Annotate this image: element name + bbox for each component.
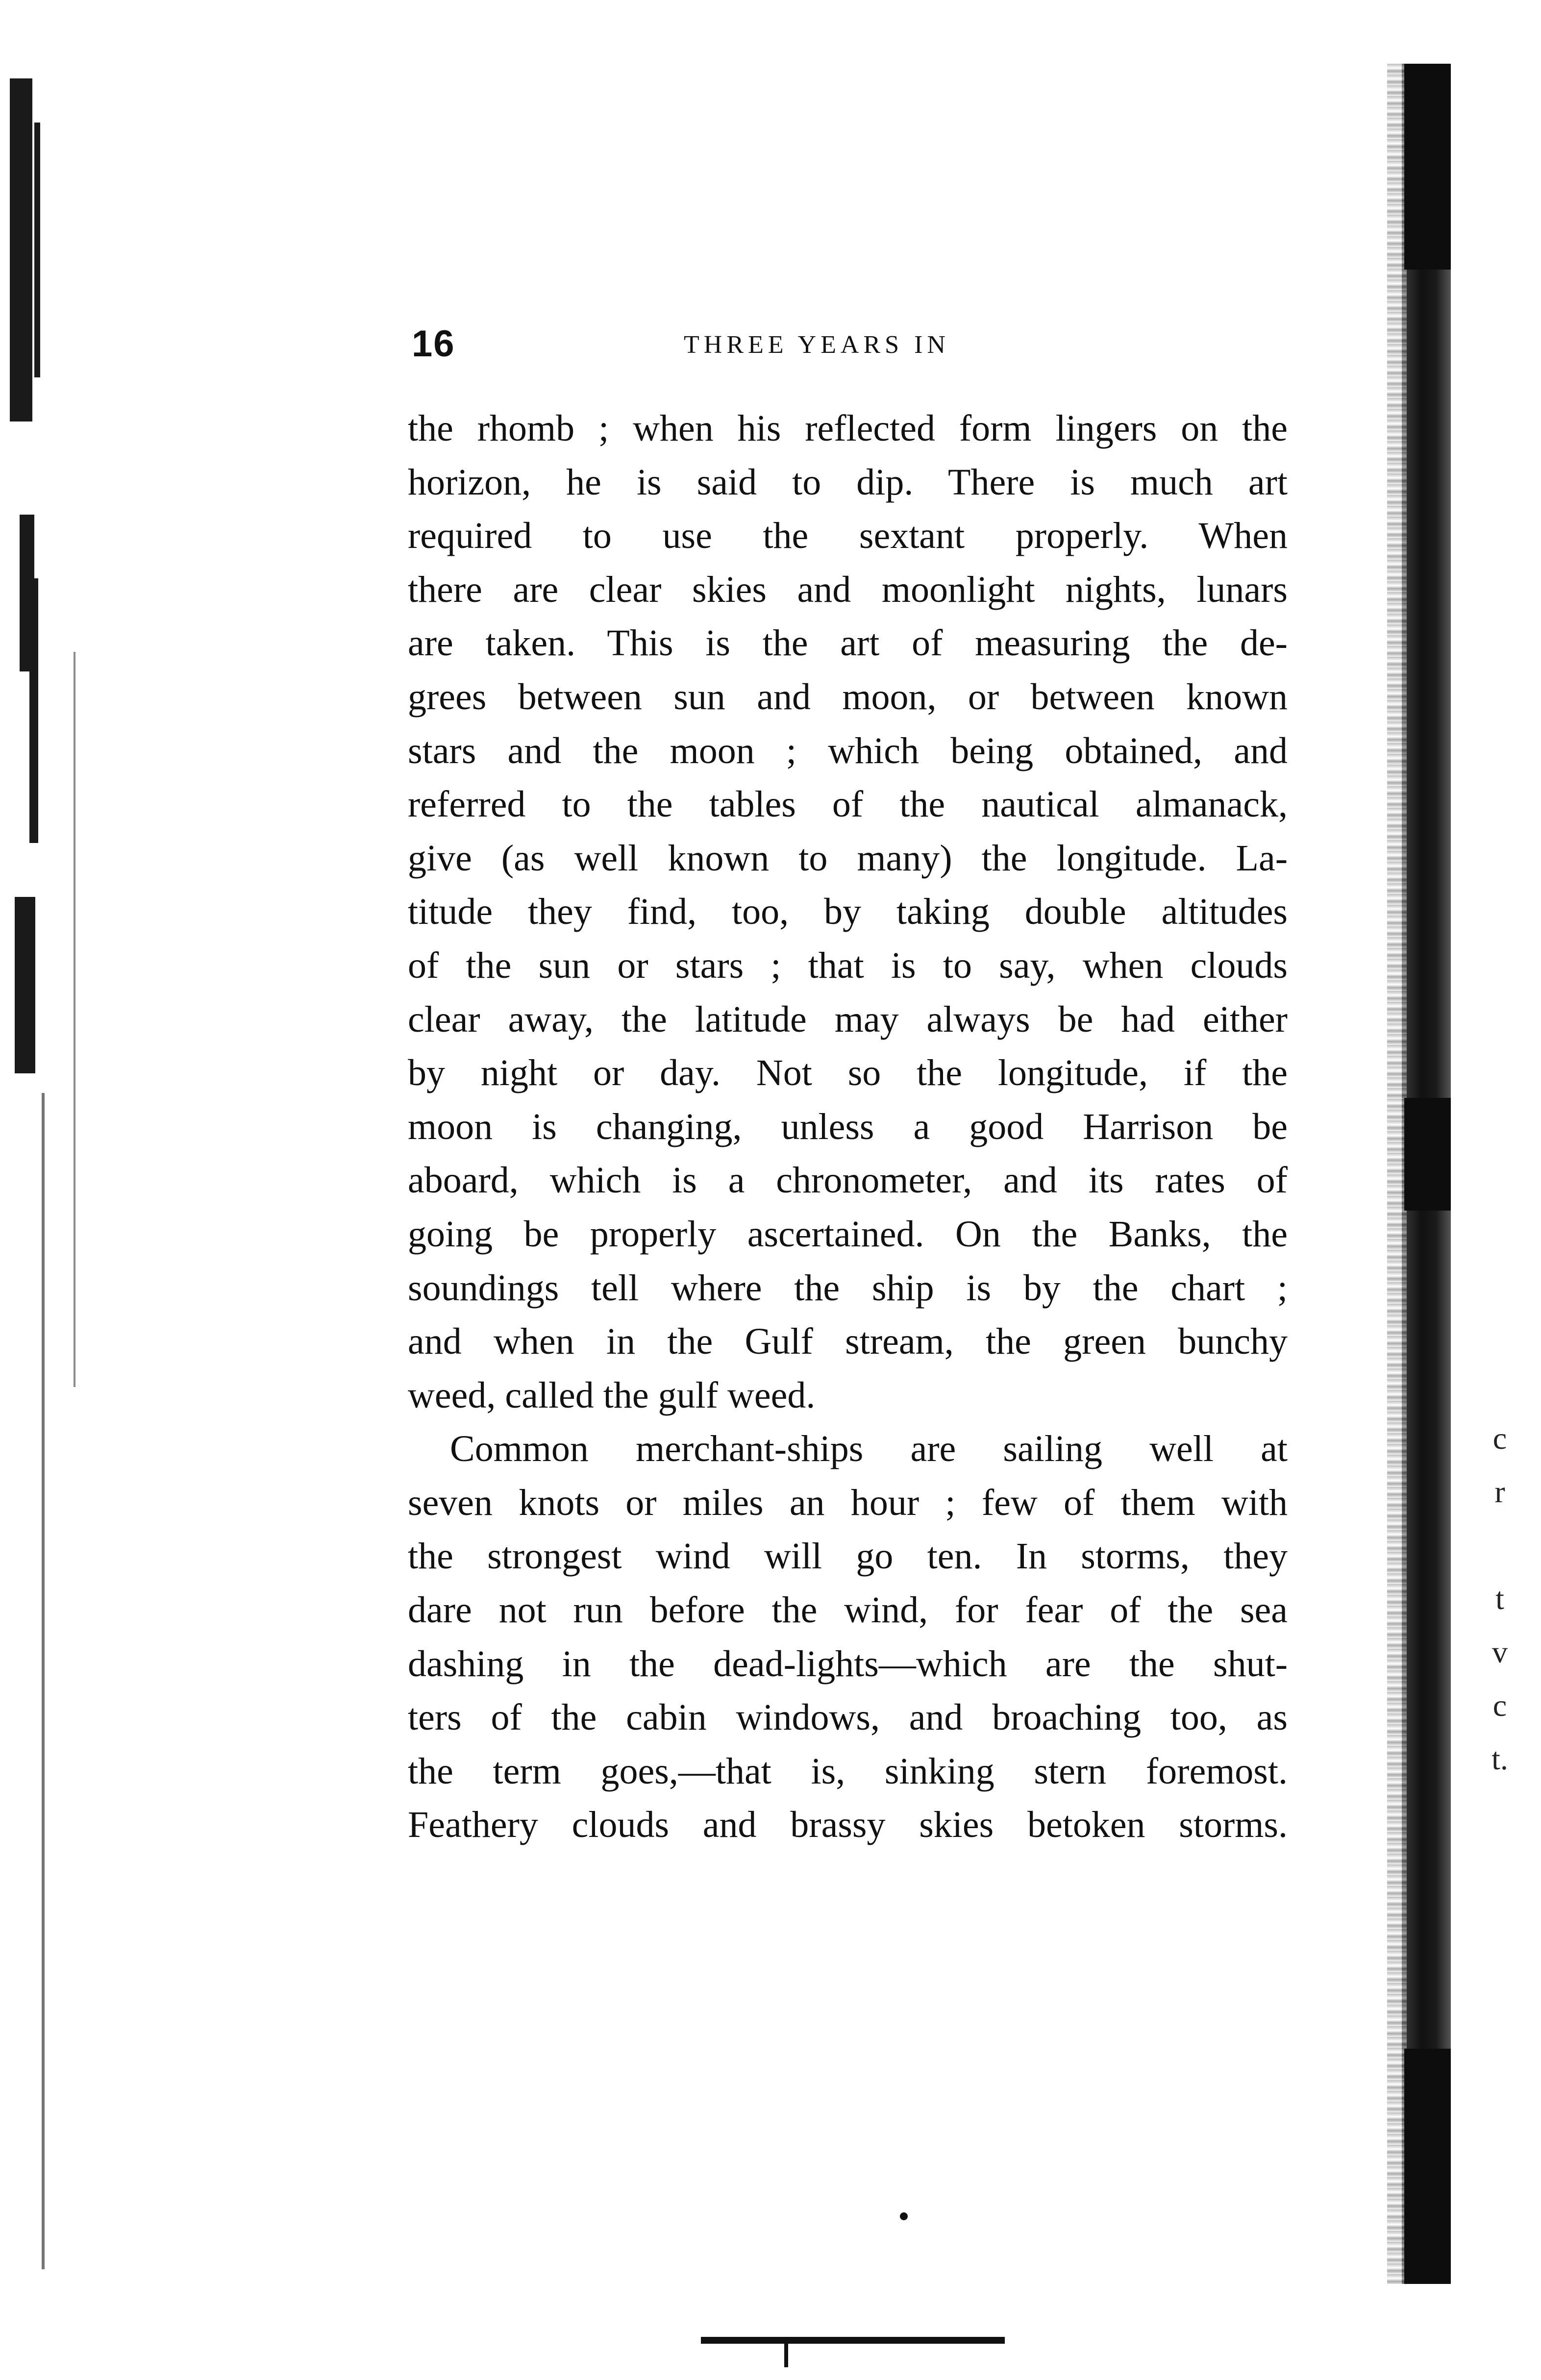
text-line: by night or day. Not so the longitude, if the [408,1052,1288,1094]
text-line: and when in the Gulf stream, the green bunchy [408,1321,1288,1363]
text-line: the rhomb ; when his reflected form lingers on the [408,408,1288,449]
running-title: THREE YEARS IN [684,331,950,359]
text-line: clear away, the latitude may always be had either [408,998,1288,1040]
text-line: dare not run before the wind, for fear of the sea [408,1589,1288,1631]
next-page-margin-letters: c r t v c t. [1491,1421,1508,1776]
text-line: Common merchant-ships are sailing well at [450,1428,1288,1470]
right-edge-dark-band-middle [1404,1098,1451,1211]
text-line: stars and the moon ; which being obtained, and [408,730,1288,771]
ink-dot [900,2212,908,2220]
text-line: soundings tell where the ship is by the chart ; [408,1267,1288,1309]
right-edge-dark-band-top [1404,64,1451,270]
paragraph-2 [408,1422,1288,1852]
text-line: moon is changing, unless a good Harrison be [408,1106,1288,1147]
bottom-scan-tick [784,2344,788,2367]
text-line: titude they find, too, by taking double altitudes [408,891,1288,933]
page-number: 16 [412,323,455,365]
text-line: going be properly ascertained. On the Banks, the [408,1213,1288,1255]
text-line: required to use the sextant properly. When [408,515,1288,557]
text-line: referred to the tables of the nautical almanack, [408,784,1288,825]
running-head [412,314,1299,372]
text-line: are taken. This is the art of measuring the de- [408,622,1288,664]
text-line: weed, called the gulf weed. [408,1374,816,1416]
text-line: there are clear skies and moonlight nights, lunars [408,569,1288,610]
text-line: grees between sun and moon, or between known [408,676,1288,718]
text-line: dashing in the dead-lights—which are the shut- [408,1643,1288,1685]
text-line: Feathery clouds and brassy skies betoken storms. [408,1804,1288,1846]
text-line: horizon, he is said to dip. There is much art [408,461,1288,503]
body-text [408,402,1288,1852]
text-line: aboard, which is a chronometer, and its rates of [408,1160,1288,1201]
text-line: the strongest wind will go ten. In storms, they [408,1536,1288,1577]
text-line: seven knots or miles an hour ; few of them with [408,1482,1288,1523]
text-line: the term goes,—that is, sinking stern foremost. [408,1750,1288,1792]
text-line: ters of the cabin windows, and broaching too, as [408,1697,1288,1738]
paragraph-1 [408,402,1288,1422]
text-line: of the sun or stars ; that is to say, when clouds [408,944,1288,986]
bottom-scan-rule [701,2337,1005,2344]
right-edge-dark-band-bottom [1404,2049,1451,2284]
left-gutter-scan-shadow [0,64,93,2318]
text-line: give (as well known to many) the longitude. La- [408,837,1288,879]
